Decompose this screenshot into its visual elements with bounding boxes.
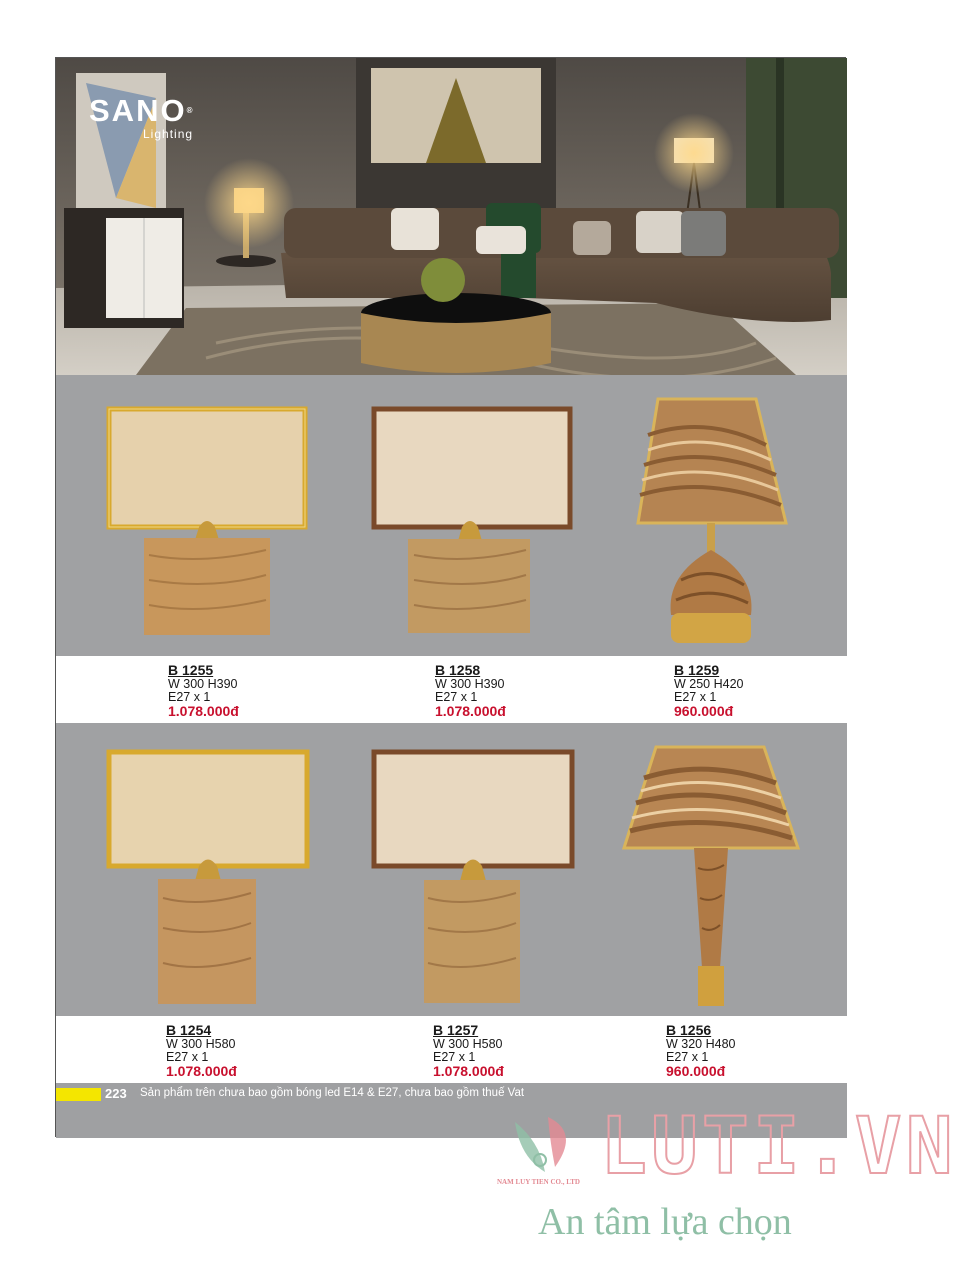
product-card[interactable]: [101, 375, 331, 723]
catalog-page: [55, 57, 846, 1137]
lamp-image-b1257: [366, 723, 586, 1016]
brand-sub: Lighting: [143, 127, 194, 141]
product-code: B 1254: [166, 1022, 212, 1038]
product-price: 1.078.000đ: [166, 1063, 237, 1079]
product-size: W 300 H390: [435, 677, 505, 691]
product-code: B 1258: [435, 662, 481, 678]
product-code: B 1256: [666, 1022, 712, 1038]
page-number: 223: [105, 1086, 127, 1101]
watermark-slogan: An tâm lựa chọn: [538, 1201, 792, 1243]
product-size: W 300 H390: [168, 677, 238, 691]
luti-leaf-icon: [500, 1112, 585, 1182]
product-code: B 1255: [168, 662, 214, 678]
product-code: B 1259: [674, 662, 720, 678]
product-card[interactable]: [366, 375, 596, 723]
product-bulb: E27 x 1: [435, 690, 478, 704]
product-size: W 320 H480: [666, 1037, 736, 1051]
product-price: 960.000đ: [674, 703, 734, 719]
watermark-title: LUTI.VN: [600, 1102, 957, 1192]
lamp-image-b1255: [101, 375, 321, 656]
product-card[interactable]: [616, 723, 846, 1083]
product-row-bottom: [56, 723, 847, 1083]
footer-note: Sản phẩm trên chưa bao gồm bóng led E14 & E27, chưa bao gồm thuế Vat: [140, 1087, 525, 1099]
brand-logo: [89, 95, 194, 141]
registered-mark: ®: [186, 106, 195, 115]
product-price: 1.078.000đ: [435, 703, 506, 719]
lamp-image-b1254: [101, 723, 321, 1016]
product-bulb: E27 x 1: [433, 1050, 476, 1064]
product-bulb: E27 x 1: [674, 690, 717, 704]
hero-living-room-image: [56, 58, 847, 375]
product-bulb: E27 x 1: [166, 1050, 209, 1064]
lamp-image-b1259: [626, 375, 796, 656]
lamp-image-b1258: [366, 375, 586, 656]
product-row-top: [56, 375, 847, 723]
product-card[interactable]: [366, 723, 596, 1083]
product-price: 1.078.000đ: [433, 1063, 504, 1079]
brand-name: SANO: [89, 93, 187, 128]
accent-bar: [56, 1088, 101, 1101]
product-code: B 1257: [433, 1022, 479, 1038]
product-size: W 250 H420: [674, 677, 744, 691]
product-bulb: E27 x 1: [666, 1050, 709, 1064]
lamp-image-b1256: [616, 723, 806, 1016]
product-price: 1.078.000đ: [168, 703, 239, 719]
product-card[interactable]: [101, 723, 331, 1083]
product-card[interactable]: [626, 375, 856, 723]
product-bulb: E27 x 1: [168, 690, 211, 704]
product-size: W 300 H580: [433, 1037, 503, 1051]
watermark-company: NAM LUY TIEN CO., LTD: [497, 1178, 580, 1186]
product-size: W 300 H580: [166, 1037, 236, 1051]
product-price: 960.000đ: [666, 1063, 726, 1079]
